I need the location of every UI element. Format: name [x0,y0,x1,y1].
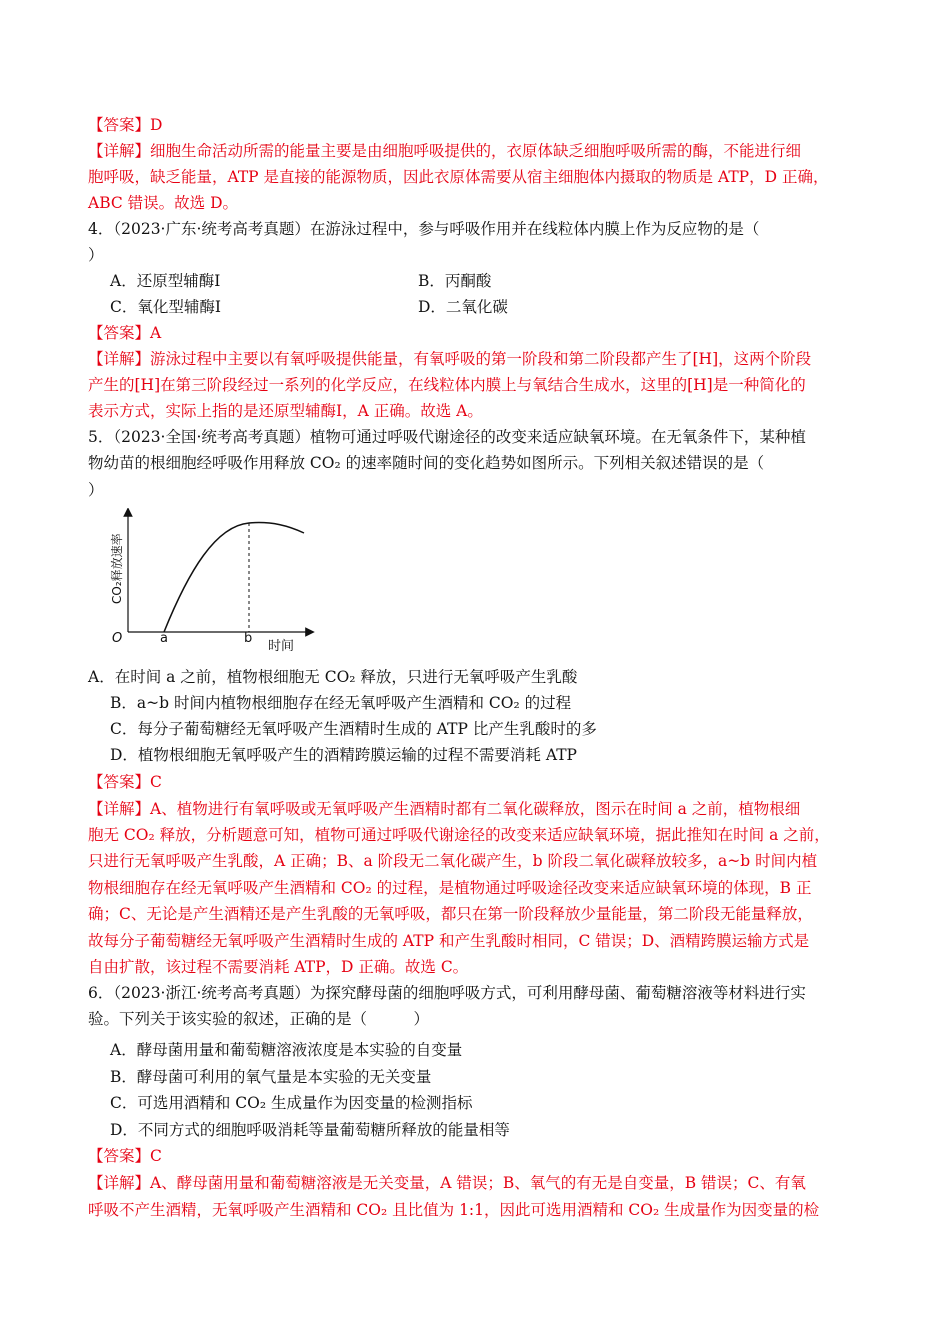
text-line-l33: D．不同方式的细胞呼吸消耗等量葡萄糖所释放的能量相等 [110,1121,510,1139]
text-line-l02: 【详解】细胞生命活动所需的能量主要是由细胞呼吸提供的，衣原体缺乏细胞呼吸所需的酶，不能进行细 [88,142,802,160]
text-line-l21: 【详解】A、植物进行有氧呼吸或无氧呼吸产生酒精时都有二氧化碳释放，图示在时间 a 之前，植物根细 [88,800,801,818]
text-line-l01: 【答案】D [88,116,163,134]
text-line-l27: 自由扩散，该过程不需要消耗 ATP，D 正确。故选 C。 [88,958,469,976]
text-line-l09: 【答案】A [88,324,162,342]
text-line-l19: D．植物根细胞无氧呼吸产生的酒精跨膜运输的过程不需要消耗 ATP [110,746,577,764]
text-line-l16: A．在时间 a 之前，植物根细胞无 CO₂ 释放，只进行无氧呼吸产生乳酸 [88,668,578,686]
text-line-l24: 物根细胞存在经无氧呼吸产生酒精和 CO₂ 的过程，是植物通过呼吸途径改变来适应缺氧环境的体现，B 正 [88,879,812,897]
text-line-l15: ） [88,481,104,499]
text-line-l20: 【答案】C [88,773,162,791]
text-line-l06: ） [88,246,104,264]
text-line-l23: 只进行无氧呼吸产生乳酸，A 正确；B、a 阶段无二氧化碳产生，b 阶段二氧化碳释放较多，a~b 时间内植 [88,852,818,870]
text-line-l22: 胞无 CO₂ 释放，分析题意可知，植物可通过呼吸代谢途径的改变来适应缺氧环境，据此推知在时间 a 之前， [88,826,830,844]
tick-b-label: b [244,631,253,646]
text-line-l12: 表示方式，实际上指的是还原型辅酶Ⅰ，A 正确。故选 A。 [88,402,483,420]
y-axis-label: CO₂释放速率 [110,533,124,604]
tick-a-label: a [160,631,168,646]
text-line-l08a: C．氧化型辅酶Ⅰ [110,298,221,316]
text-line-l08b: D．二氧化碳 [418,298,508,316]
text-line-l26: 故每分子葡萄糖经无氧呼吸产生酒精时生成的 ATP 和产生乳酸时相同，C 错误；D、酒精跨膜运输方式是 [88,932,810,950]
text-line-l31: B．酵母菌可利用的氧气量是本实验的无关变量 [110,1068,432,1086]
text-line-l35: 【详解】A、酵母菌用量和葡萄糖溶液是无关变量，A 错误；B、氧气的有无是自变量，B 错误；C、有氧 [88,1174,806,1192]
text-line-l17: B．a~b 时间内植物根细胞存在经无氧呼吸产生酒精和 CO₂ 的过程 [110,694,572,712]
text-line-l28: 6．（2023·浙江·统考高考真题）为探究酵母菌的细胞呼吸方式，可利用酵母菌、葡萄糖溶液等材料进行实 [88,984,806,1002]
text-line-l04: ABC 错误。故选 D。 [88,194,239,212]
text-line-l36: 呼吸不产生酒精，无氧呼吸产生酒精和 CO₂ 且比值为 1:1，因此可选用酒精和 CO₂ 生成量作为因变量的检 [88,1201,820,1219]
text-line-l29: 验。下列关于该实验的叙述，正确的是（ ） [88,1010,430,1028]
text-line-l03: 胞呼吸，缺乏能量，ATP 是直接的能源物质，因此衣原体需要从宿主细胞体内摄取的物质是 ATP，D 正确， [88,168,829,186]
origin-label: O [112,631,123,646]
text-line-l07a: A．还原型辅酶Ⅰ [110,272,221,290]
text-line-l18: C．每分子葡萄糖经无氧呼吸产生酒精时生成的 ATP 比产生乳酸时的多 [110,720,597,738]
text-line-l30: A．酵母菌用量和葡萄糖溶液浓度是本实验的自变量 [110,1041,463,1059]
text-line-l32: C．可选用酒精和 CO₂ 生成量作为因变量的检测指标 [110,1094,473,1112]
x-axis-label: 时间 [268,639,295,654]
text-line-l13: 5．（2023·全国·统考高考真题）植物可通过呼吸代谢途径的改变来适应缺氧环境。在无氧条件下，某种植 [88,428,806,446]
text-line-l07b: B．丙酮酸 [418,272,492,290]
text-line-l10: 【详解】游泳过程中主要以有氧呼吸提供能量，有氧呼吸的第一阶段和第二阶段都产生了[H]，这两个阶段 [88,350,812,368]
text-line-l14: 物幼苗的根细胞经呼吸作用释放 CO₂ 的速率随时间的变化趋势如图所示。下列相关叙述错误的是（ [88,454,765,472]
text-line-l11: 产生的[H]在第三阶段经过一系列的化学反应，在线粒体内膜上与氧结合生成水，这里的[H]是一种简化的 [88,376,806,394]
text-line-l05: 4．（2023·广东·统考高考真题）在游泳过程中，参与呼吸作用并在线粒体内膜上作为反应物的是（ [88,220,760,238]
text-line-l34: 【答案】C [88,1147,162,1165]
rate-curve [164,523,304,632]
co2-release-chart [104,508,319,658]
text-line-l25: 确；C、无论是产生酒精还是产生乳酸的无氧呼吸，都只在第一阶段释放少量能量，第二阶段无能量释放， [88,905,813,923]
